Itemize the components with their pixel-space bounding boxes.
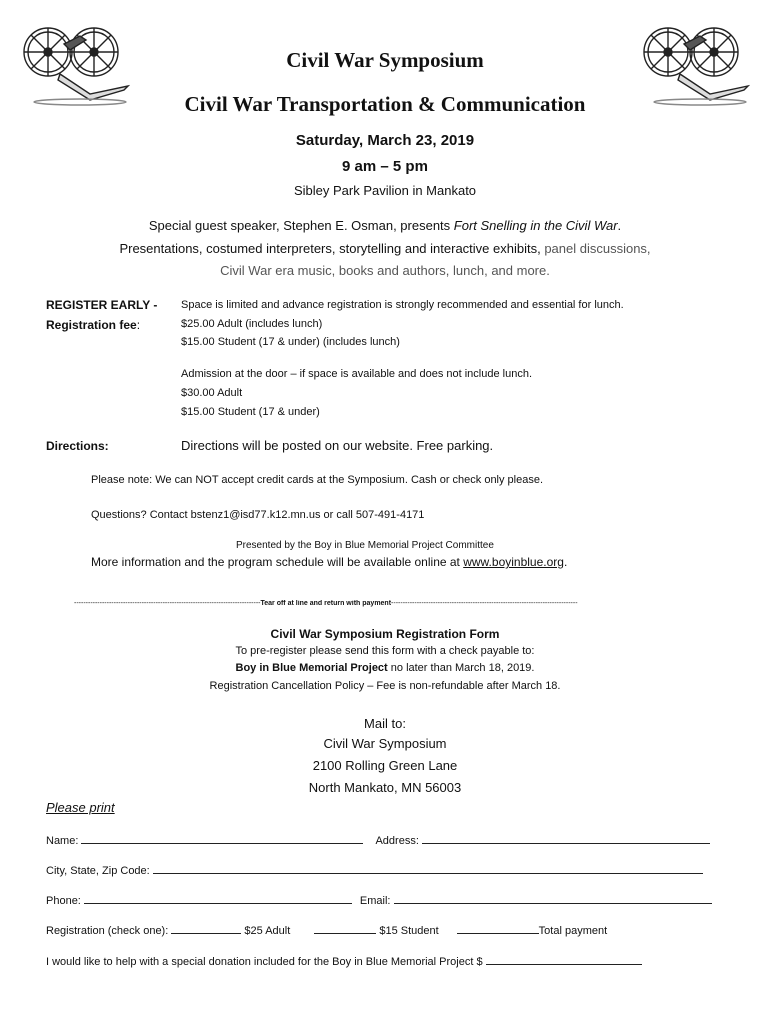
directions-text: Directions will be posted on our website. Free parking. <box>181 438 494 453</box>
city-label: City, State, Zip Code: <box>46 865 153 877</box>
presented-by: Presented by the Boy in Blue Memorial Project Committee <box>236 540 494 551</box>
donation-row <box>46 952 642 968</box>
form-instructions-1: To pre-register please send this form with a check payable to: <box>235 645 535 657</box>
advance-adult-fee: $25.00 Adult (includes lunch) <box>181 318 323 330</box>
intro-activities-text: Presentations, costumed interpreters, storytelling and interactive exhibits, <box>119 241 545 256</box>
mail-street: 2100 Rolling Green Lane <box>312 758 458 773</box>
intro-talk-title: Fort Snelling in the Civil War <box>453 218 618 233</box>
directions-label: Directions: <box>46 439 109 453</box>
tear-off-text: Tear off at line and return with payment <box>260 600 392 607</box>
advance-student-fee: $15.00 Student (17 & under) (includes lunch) <box>181 336 400 348</box>
intro-speaker-text: Special guest speaker, Stephen E. Osman, presents <box>148 218 454 233</box>
total-payment-label: Total payment <box>538 925 608 937</box>
phone-field[interactable] <box>84 891 352 904</box>
payee-deadline: no later than March 18, 2019. <box>387 662 535 674</box>
registration-fee-colon: : <box>136 318 141 332</box>
door-student-fee: $15.00 Student (17 & under) <box>181 406 320 418</box>
name-address-row <box>46 831 710 847</box>
donation-amount-field[interactable] <box>486 952 642 965</box>
form-title: Civil War Symposium Registration Form <box>270 627 500 641</box>
total-payment-field[interactable] <box>457 921 539 934</box>
name-field[interactable] <box>81 831 363 844</box>
register-early-label: REGISTER EARLY - <box>46 298 158 312</box>
address-label: Address: <box>375 835 422 847</box>
intro-period: . <box>617 218 622 233</box>
address-field[interactable] <box>422 831 710 844</box>
event-location: Sibley Park Pavilion in Mankato <box>293 183 477 198</box>
advance-note: Space is limited and advance registration is strongly recommended and essential for lunch. <box>181 299 624 311</box>
event-title: Civil War Symposium <box>286 48 484 72</box>
event-time: 9 am – 5 pm <box>342 158 428 175</box>
adult-option-label: $25 Adult <box>241 925 291 937</box>
payment-note: Please note: We can NOT accept credit cards at the Symposium. Cash or check only please. <box>91 474 544 486</box>
cancellation-policy: Registration Cancellation Policy – Fee is non-refundable after March 18. <box>209 680 561 692</box>
door-adult-fee: $30.00 Adult <box>181 387 243 399</box>
email-field[interactable] <box>394 891 712 904</box>
intro-line-2 <box>0 241 770 256</box>
payee-name: Boy in Blue Memorial Project <box>235 662 388 674</box>
registration-check-label: Registration (check one): <box>46 925 172 937</box>
form-instructions-2 <box>0 662 770 674</box>
mail-name: Civil War Symposium <box>323 736 447 751</box>
intro-line-1 <box>0 218 770 233</box>
more-info <box>91 555 567 569</box>
website-link[interactable]: www.boyinblue.org <box>463 555 564 569</box>
tear-off-dashes-left: -------------------------------------------------------------------------------- <box>74 600 261 607</box>
please-print: Please print <box>46 800 115 815</box>
student-check-field[interactable] <box>314 921 376 934</box>
more-info-period: . <box>563 555 568 569</box>
mail-city: North Mankato, MN 56003 <box>308 780 462 795</box>
city-state-zip-field[interactable] <box>153 861 703 874</box>
student-option-label: $15 Student <box>376 925 439 937</box>
email-label: Email: <box>359 895 394 907</box>
mail-to-label: Mail to: <box>364 716 406 731</box>
phone-label: Phone: <box>46 895 84 907</box>
registration-row <box>46 921 607 937</box>
more-info-text: More information and the program schedule will be available online at <box>91 555 464 569</box>
door-note: Admission at the door – if space is available and does not include lunch. <box>181 368 532 380</box>
tear-off-line <box>74 600 696 607</box>
donation-label: I would like to help with a special donation included for the Boy in Blue Memorial Project $ <box>46 956 486 968</box>
intro-line-3: Civil War era music, books and authors, lunch, and more. <box>220 263 550 278</box>
tear-off-dashes-right: -------------------------------------------------------------------------------- <box>391 600 578 607</box>
phone-email-row <box>46 891 712 907</box>
adult-check-field[interactable] <box>171 921 241 934</box>
registration-fee-label <box>46 318 140 332</box>
questions-note: Questions? Contact bstenz1@isd77.k12.mn.us or call 507-491-4171 <box>91 509 425 521</box>
event-date: Saturday, March 23, 2019 <box>295 132 475 149</box>
city-row <box>46 861 703 877</box>
name-label: Name: <box>46 835 82 847</box>
event-subtitle: Civil War Transportation & Communication <box>184 92 586 116</box>
intro-panel-text: panel discussions, <box>544 241 651 256</box>
registration-fee-text: Registration fee <box>46 318 137 332</box>
